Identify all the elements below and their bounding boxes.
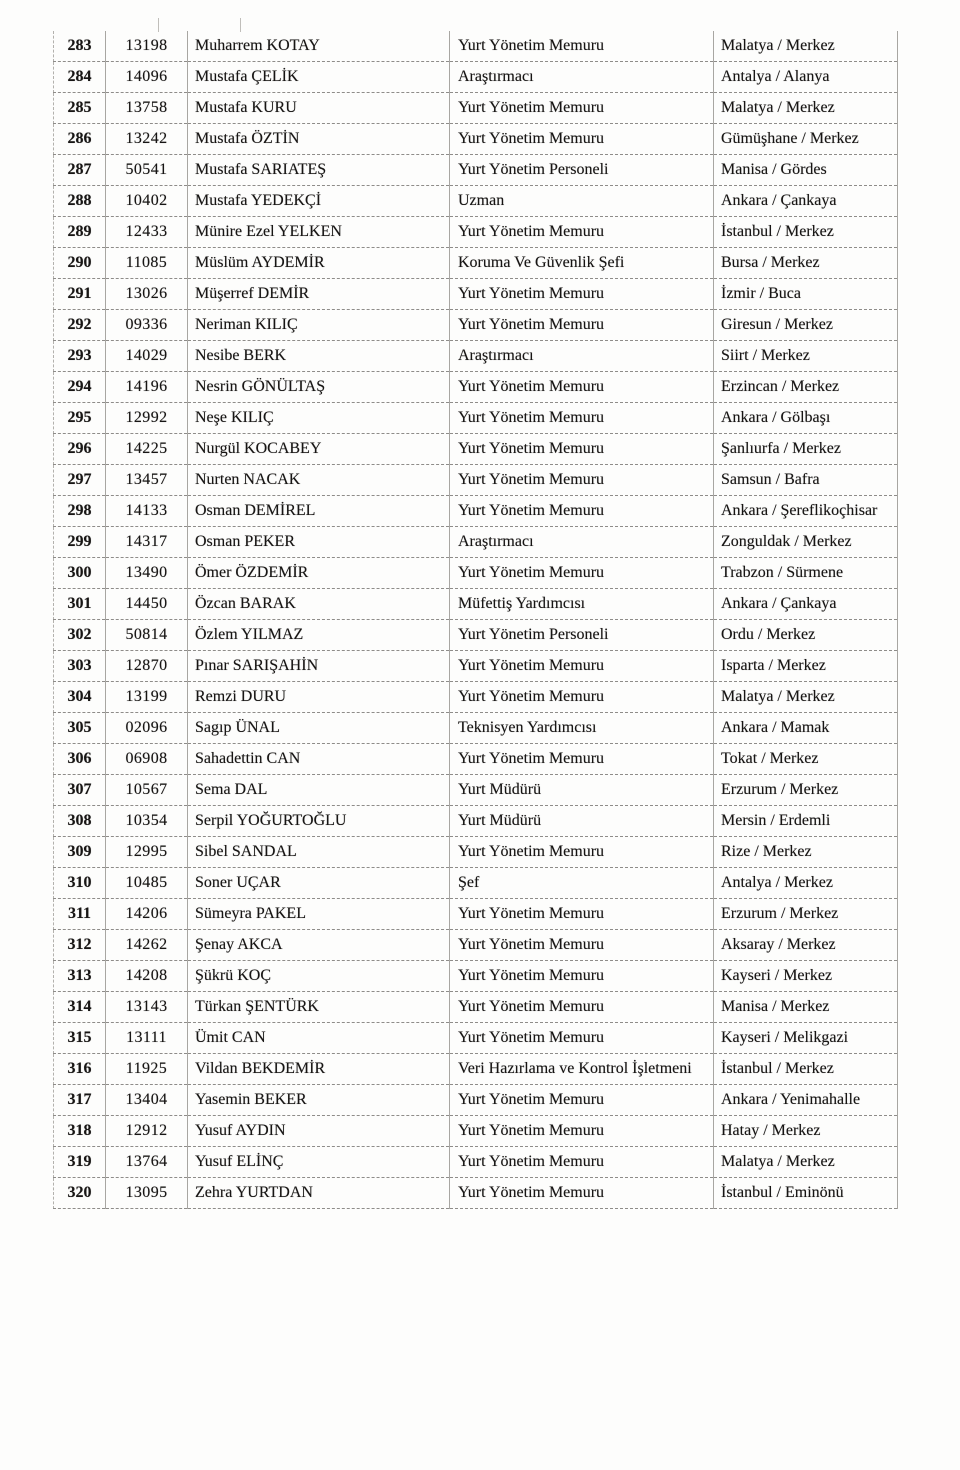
cell-name: Mustafa SARIATEŞ [188, 155, 450, 186]
table-row [54, 62, 898, 93]
table-row [54, 620, 898, 651]
cell-registry-id: 10402 [106, 186, 188, 217]
cell-job-title: Koruma Ve Güvenlik Şefi [450, 248, 714, 279]
cell-location: Şanlıurfa / Merkez [714, 434, 898, 465]
cell-name: Ümit CAN [188, 1023, 450, 1054]
cell-row-number: 313 [54, 961, 106, 992]
cell-name: Osman DEMİREL [188, 496, 450, 527]
cell-job-title: Yurt Müdürü [450, 775, 714, 806]
cell-registry-id: 13111 [106, 1023, 188, 1054]
cell-registry-id: 12995 [106, 837, 188, 868]
table-row [54, 93, 898, 124]
table-row [54, 744, 898, 775]
cell-job-title: Yurt Müdürü [450, 806, 714, 837]
cell-registry-id: 13490 [106, 558, 188, 589]
cell-row-number: 318 [54, 1116, 106, 1147]
cell-row-number: 284 [54, 62, 106, 93]
cell-location: Trabzon / Sürmene [714, 558, 898, 589]
scan-artifact-line [158, 18, 159, 32]
cell-registry-id: 12870 [106, 651, 188, 682]
table-row [54, 1023, 898, 1054]
cell-name: Türkan ŞENTÜRK [188, 992, 450, 1023]
cell-name: Mustafa YEDEKÇİ [188, 186, 450, 217]
cell-row-number: 301 [54, 589, 106, 620]
cell-job-title: Yurt Yönetim Memuru [450, 1147, 714, 1178]
cell-location: Siirt / Merkez [714, 341, 898, 372]
cell-registry-id: 14262 [106, 930, 188, 961]
cell-job-title: Yurt Yönetim Memuru [450, 1116, 714, 1147]
table-row [54, 806, 898, 837]
personnel-table-body [54, 31, 898, 1209]
cell-job-title: Araştırmacı [450, 341, 714, 372]
cell-row-number: 308 [54, 806, 106, 837]
cell-row-number: 306 [54, 744, 106, 775]
cell-location: Malatya / Merkez [714, 93, 898, 124]
cell-name: Ömer ÖZDEMİR [188, 558, 450, 589]
cell-job-title: Yurt Yönetim Memuru [450, 372, 714, 403]
cell-registry-id: 14317 [106, 527, 188, 558]
cell-name: Mustafa ÇELİK [188, 62, 450, 93]
cell-name: Yusuf AYDIN [188, 1116, 450, 1147]
cell-location: Gümüşhane / Merkez [714, 124, 898, 155]
cell-name: Yusuf ELİNÇ [188, 1147, 450, 1178]
cell-location: Manisa / Merkez [714, 992, 898, 1023]
cell-name: Şükrü KOÇ [188, 961, 450, 992]
cell-name: Özlem YILMAZ [188, 620, 450, 651]
cell-row-number: 296 [54, 434, 106, 465]
cell-job-title: Veri Hazırlama ve Kontrol İşletmeni [450, 1054, 714, 1085]
cell-name: Zehra YURTDAN [188, 1178, 450, 1209]
cell-job-title: Yurt Yönetim Memuru [450, 1178, 714, 1209]
cell-row-number: 319 [54, 1147, 106, 1178]
cell-registry-id: 12433 [106, 217, 188, 248]
scan-artifact-line [240, 18, 241, 32]
cell-job-title: Teknisyen Yardımcısı [450, 713, 714, 744]
cell-location: Ankara / Çankaya [714, 186, 898, 217]
cell-name: Soner UÇAR [188, 868, 450, 899]
cell-registry-id: 13242 [106, 124, 188, 155]
cell-row-number: 310 [54, 868, 106, 899]
cell-row-number: 320 [54, 1178, 106, 1209]
cell-name: Şenay AKCA [188, 930, 450, 961]
cell-row-number: 289 [54, 217, 106, 248]
cell-job-title: Şef [450, 868, 714, 899]
cell-location: Erzincan / Merkez [714, 372, 898, 403]
cell-job-title: Yurt Yönetim Memuru [450, 434, 714, 465]
cell-name: Sibel SANDAL [188, 837, 450, 868]
cell-name: Sahadettin CAN [188, 744, 450, 775]
cell-registry-id: 06908 [106, 744, 188, 775]
cell-name: Müşerref DEMİR [188, 279, 450, 310]
cell-location: Bursa / Merkez [714, 248, 898, 279]
cell-registry-id: 13758 [106, 93, 188, 124]
cell-row-number: 314 [54, 992, 106, 1023]
cell-row-number: 283 [54, 31, 106, 62]
cell-name: Yasemin BEKER [188, 1085, 450, 1116]
cell-location: İstanbul / Merkez [714, 217, 898, 248]
table-row [54, 1054, 898, 1085]
cell-registry-id: 14208 [106, 961, 188, 992]
table-row [54, 403, 898, 434]
table-row [54, 589, 898, 620]
cell-location: Erzurum / Merkez [714, 899, 898, 930]
cell-registry-id: 13095 [106, 1178, 188, 1209]
cell-job-title: Araştırmacı [450, 527, 714, 558]
table-row [54, 682, 898, 713]
cell-job-title: Yurt Yönetim Memuru [450, 279, 714, 310]
cell-registry-id: 10354 [106, 806, 188, 837]
cell-registry-id: 12912 [106, 1116, 188, 1147]
cell-name: Münire Ezel YELKEN [188, 217, 450, 248]
cell-job-title: Yurt Yönetim Personeli [450, 620, 714, 651]
cell-row-number: 288 [54, 186, 106, 217]
cell-location: Zonguldak / Merkez [714, 527, 898, 558]
table-row [54, 558, 898, 589]
cell-registry-id: 10485 [106, 868, 188, 899]
cell-location: Ankara / Çankaya [714, 589, 898, 620]
cell-location: Ordu / Merkez [714, 620, 898, 651]
table-row [54, 868, 898, 899]
cell-location: Erzurum / Merkez [714, 775, 898, 806]
cell-name: Neşe KILIÇ [188, 403, 450, 434]
table-row [54, 186, 898, 217]
cell-job-title: Yurt Yönetim Memuru [450, 31, 714, 62]
cell-registry-id: 13198 [106, 31, 188, 62]
cell-registry-id: 13457 [106, 465, 188, 496]
cell-location: Hatay / Merkez [714, 1116, 898, 1147]
cell-registry-id: 12992 [106, 403, 188, 434]
cell-job-title: Yurt Yönetim Memuru [450, 837, 714, 868]
cell-job-title: Yurt Yönetim Memuru [450, 961, 714, 992]
cell-location: Antalya / Merkez [714, 868, 898, 899]
cell-row-number: 293 [54, 341, 106, 372]
cell-name: Nurgül KOCABEY [188, 434, 450, 465]
cell-job-title: Yurt Yönetim Memuru [450, 1023, 714, 1054]
table-row [54, 992, 898, 1023]
cell-row-number: 285 [54, 93, 106, 124]
table-row [54, 713, 898, 744]
cell-registry-id: 11085 [106, 248, 188, 279]
cell-row-number: 295 [54, 403, 106, 434]
cell-job-title: Yurt Yönetim Memuru [450, 651, 714, 682]
personnel-table [53, 31, 898, 1209]
cell-job-title: Yurt Yönetim Memuru [450, 310, 714, 341]
cell-row-number: 298 [54, 496, 106, 527]
cell-registry-id: 02096 [106, 713, 188, 744]
cell-job-title: Yurt Yönetim Memuru [450, 124, 714, 155]
cell-registry-id: 14096 [106, 62, 188, 93]
cell-row-number: 291 [54, 279, 106, 310]
cell-location: Ankara / Yenimahalle [714, 1085, 898, 1116]
cell-job-title: Yurt Yönetim Memuru [450, 465, 714, 496]
cell-row-number: 307 [54, 775, 106, 806]
cell-location: Kayseri / Merkez [714, 961, 898, 992]
cell-job-title: Yurt Yönetim Memuru [450, 558, 714, 589]
cell-job-title: Yurt Yönetim Memuru [450, 217, 714, 248]
table-row [54, 310, 898, 341]
cell-row-number: 287 [54, 155, 106, 186]
table-row [54, 496, 898, 527]
cell-name: Pınar SARIŞAHİN [188, 651, 450, 682]
table-row [54, 279, 898, 310]
cell-registry-id: 50814 [106, 620, 188, 651]
cell-name: Nesrin GÖNÜLTAŞ [188, 372, 450, 403]
cell-row-number: 294 [54, 372, 106, 403]
cell-registry-id: 09336 [106, 310, 188, 341]
cell-location: Mersin / Erdemli [714, 806, 898, 837]
cell-name: Muharrem KOTAY [188, 31, 450, 62]
cell-registry-id: 14133 [106, 496, 188, 527]
cell-location: Malatya / Merkez [714, 682, 898, 713]
cell-registry-id: 13404 [106, 1085, 188, 1116]
cell-row-number: 305 [54, 713, 106, 744]
cell-location: Giresun / Merkez [714, 310, 898, 341]
cell-registry-id: 14206 [106, 899, 188, 930]
cell-location: Ankara / Mamak [714, 713, 898, 744]
cell-name: Remzi DURU [188, 682, 450, 713]
cell-name: Nurten NACAK [188, 465, 450, 496]
cell-registry-id: 13143 [106, 992, 188, 1023]
cell-location: Manisa / Gördes [714, 155, 898, 186]
cell-job-title: Yurt Yönetim Memuru [450, 930, 714, 961]
cell-row-number: 297 [54, 465, 106, 496]
cell-job-title: Yurt Yönetim Memuru [450, 403, 714, 434]
cell-row-number: 304 [54, 682, 106, 713]
cell-job-title: Yurt Yönetim Memuru [450, 992, 714, 1023]
cell-registry-id: 11925 [106, 1054, 188, 1085]
cell-row-number: 303 [54, 651, 106, 682]
table-row [54, 248, 898, 279]
cell-name: Sagıp ÜNAL [188, 713, 450, 744]
table-row [54, 651, 898, 682]
cell-location: Ankara / Şereflikoçhisar [714, 496, 898, 527]
table-row [54, 124, 898, 155]
cell-registry-id: 14225 [106, 434, 188, 465]
cell-location: Ankara / Gölbaşı [714, 403, 898, 434]
cell-name: Osman PEKER [188, 527, 450, 558]
cell-row-number: 299 [54, 527, 106, 558]
cell-job-title: Yurt Yönetim Memuru [450, 1085, 714, 1116]
table-row [54, 775, 898, 806]
cell-location: İzmir / Buca [714, 279, 898, 310]
cell-job-title: Yurt Yönetim Personeli [450, 155, 714, 186]
cell-row-number: 302 [54, 620, 106, 651]
table-row [54, 899, 898, 930]
cell-location: Aksaray / Merkez [714, 930, 898, 961]
cell-location: Antalya / Alanya [714, 62, 898, 93]
cell-location: Kayseri / Melikgazi [714, 1023, 898, 1054]
cell-row-number: 290 [54, 248, 106, 279]
cell-location: Isparta / Merkez [714, 651, 898, 682]
table-row [54, 837, 898, 868]
table-row [54, 1178, 898, 1209]
table-row [54, 341, 898, 372]
cell-row-number: 316 [54, 1054, 106, 1085]
cell-name: Sema DAL [188, 775, 450, 806]
cell-registry-id: 10567 [106, 775, 188, 806]
cell-name: Nesibe BERK [188, 341, 450, 372]
cell-job-title: Yurt Yönetim Memuru [450, 496, 714, 527]
cell-job-title: Müfettiş Yardımcısı [450, 589, 714, 620]
table-row [54, 155, 898, 186]
table-row [54, 1147, 898, 1178]
table-row [54, 31, 898, 62]
cell-registry-id: 13026 [106, 279, 188, 310]
table-row [54, 372, 898, 403]
table-row [54, 1116, 898, 1147]
cell-location: Malatya / Merkez [714, 31, 898, 62]
cell-job-title: Yurt Yönetim Memuru [450, 93, 714, 124]
cell-location: İstanbul / Merkez [714, 1054, 898, 1085]
cell-name: Mustafa KURU [188, 93, 450, 124]
cell-location: Samsun / Bafra [714, 465, 898, 496]
cell-location: İstanbul / Eminönü [714, 1178, 898, 1209]
cell-registry-id: 14450 [106, 589, 188, 620]
cell-name: Neriman KILIÇ [188, 310, 450, 341]
cell-name: Mustafa ÖZTİN [188, 124, 450, 155]
cell-row-number: 311 [54, 899, 106, 930]
cell-row-number: 286 [54, 124, 106, 155]
cell-location: Malatya / Merkez [714, 1147, 898, 1178]
cell-row-number: 317 [54, 1085, 106, 1116]
cell-row-number: 292 [54, 310, 106, 341]
cell-name: Vildan BEKDEMİR [188, 1054, 450, 1085]
cell-registry-id: 14196 [106, 372, 188, 403]
table-row [54, 434, 898, 465]
cell-registry-id: 50541 [106, 155, 188, 186]
cell-row-number: 309 [54, 837, 106, 868]
table-row [54, 217, 898, 248]
cell-job-title: Araştırmacı [450, 62, 714, 93]
cell-job-title: Yurt Yönetim Memuru [450, 744, 714, 775]
cell-location: Tokat / Merkez [714, 744, 898, 775]
table-row [54, 1085, 898, 1116]
cell-row-number: 315 [54, 1023, 106, 1054]
cell-row-number: 300 [54, 558, 106, 589]
cell-location: Rize / Merkez [714, 837, 898, 868]
cell-job-title: Uzman [450, 186, 714, 217]
cell-row-number: 312 [54, 930, 106, 961]
table-row [54, 465, 898, 496]
cell-registry-id: 13764 [106, 1147, 188, 1178]
cell-name: Özcan BARAK [188, 589, 450, 620]
table-row [54, 527, 898, 558]
cell-job-title: Yurt Yönetim Memuru [450, 682, 714, 713]
cell-name: Müslüm AYDEMİR [188, 248, 450, 279]
cell-registry-id: 14029 [106, 341, 188, 372]
table-row [54, 961, 898, 992]
cell-name: Sümeyra PAKEL [188, 899, 450, 930]
cell-job-title: Yurt Yönetim Memuru [450, 899, 714, 930]
cell-name: Serpil YOĞURTOĞLU [188, 806, 450, 837]
cell-registry-id: 13199 [106, 682, 188, 713]
table-row [54, 930, 898, 961]
